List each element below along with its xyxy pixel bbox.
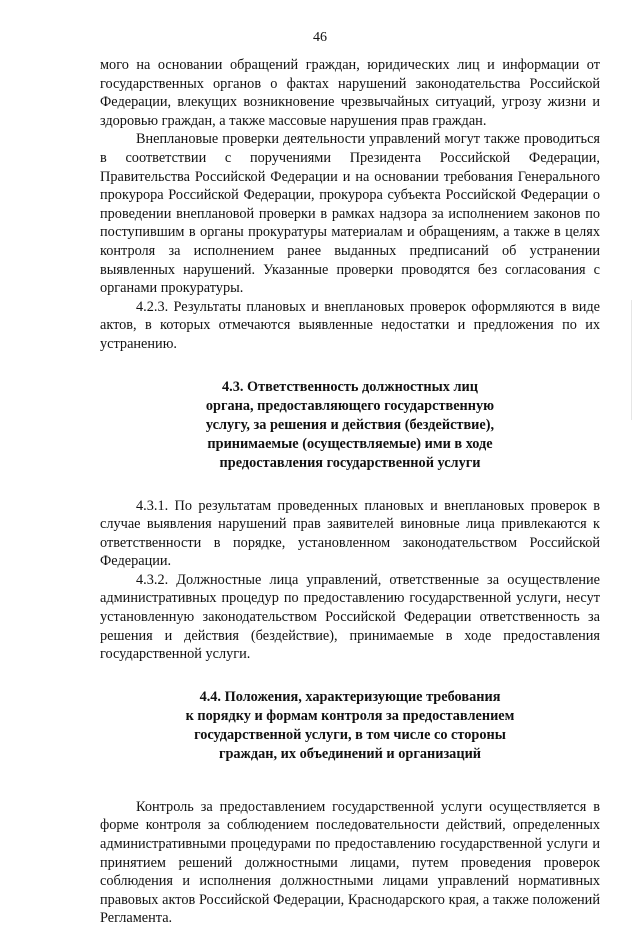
paragraph-unscheduled-inspections: Внеплановые проверки деятельности управлений могут также проводиться в соответствии с поручениями Президента Российской Федерации, Правительства Российской Федерации и на основании требования Генерального прокурора Российской Федерации, прокурора субъекта Российской Федерации о проведении внеплановой проверки в рамках надзора за исполнением законов по поступившим в органы прокуратуры материалам и обращениям, а также в целях контроля за исполнением ранее выданных предписаний об устранении выявленных нарушений. Указанные проверки проводятся без согласования с органами прокуратуры.	[100, 131, 600, 297]
paragraph-4-2-3: 4.2.3. Результаты плановых и внеплановых проверок оформляются в виде актов, в которых отмечаются выявленные недостатки и предложения по их устранению.	[100, 298, 600, 352]
heading-line: предоставления государственной услуги	[219, 454, 481, 471]
section-heading-4-4	[150, 688, 550, 764]
heading-line: государственной услуги, в том числе со стороны	[194, 726, 506, 743]
section-heading-4-3	[160, 378, 540, 473]
heading-line: 4.3. Ответственность должностных лиц	[222, 378, 478, 395]
paragraph-4-3-1: 4.3.1. По результатам проведенных плановых и внеплановых проверок в случае выявления нарушений прав заявителей виновные лица привлекаются к ответственности в порядке, установленном законодательством Российской Федерации.	[100, 497, 600, 570]
heading-line: органа, предоставляющего государственную	[205, 397, 495, 414]
paragraph-4-3-2: 4.3.2. Должностные лица управлений, ответственные за осуществление административных процедур по предоставлению государственной услуги, несут установленную законодательством Российской Федерации ответственность за решения и действия (бездействие), принимаемые в ходе предоставления государственной услуги.	[100, 571, 600, 663]
heading-line: граждан, их объединений и организаций	[218, 745, 482, 762]
paragraph-continuation: мого на основании обращений граждан, юридических лиц и информации от государственных органов о фактах нарушений законодательства Российской Федерации, влекущих возникновение чрезвычайных ситуаций, угрозу жизни и здоровью граждан, а также массовые нарушения прав граждан.	[100, 57, 600, 129]
heading-line: услугу, за решения и действия (бездействие),	[205, 416, 495, 433]
page-content	[100, 56, 600, 928]
heading-line: 4.4. Положения, характеризующие требования	[199, 688, 501, 705]
heading-line: принимаемые (осуществляемые) ими в ходе	[207, 435, 493, 452]
scan-margin-artifact	[631, 300, 632, 420]
paragraph-4-4-control: Контроль за предоставлением государственной услуги осуществляется в форме контроля за соблюдением последовательности действий, определенных административными процедурами по предоставлению государственной услуги и принятием решений должностными лицами, путем проведения проверок соблюдения и исполнения должностными лицами управлений нормативных правовых актов Российской Федерации, Краснодарского края, а также положений Регламента.	[100, 798, 600, 927]
heading-line: к порядку и формам контроля за предоставлением	[185, 707, 515, 724]
page-number: 46	[313, 30, 327, 45]
